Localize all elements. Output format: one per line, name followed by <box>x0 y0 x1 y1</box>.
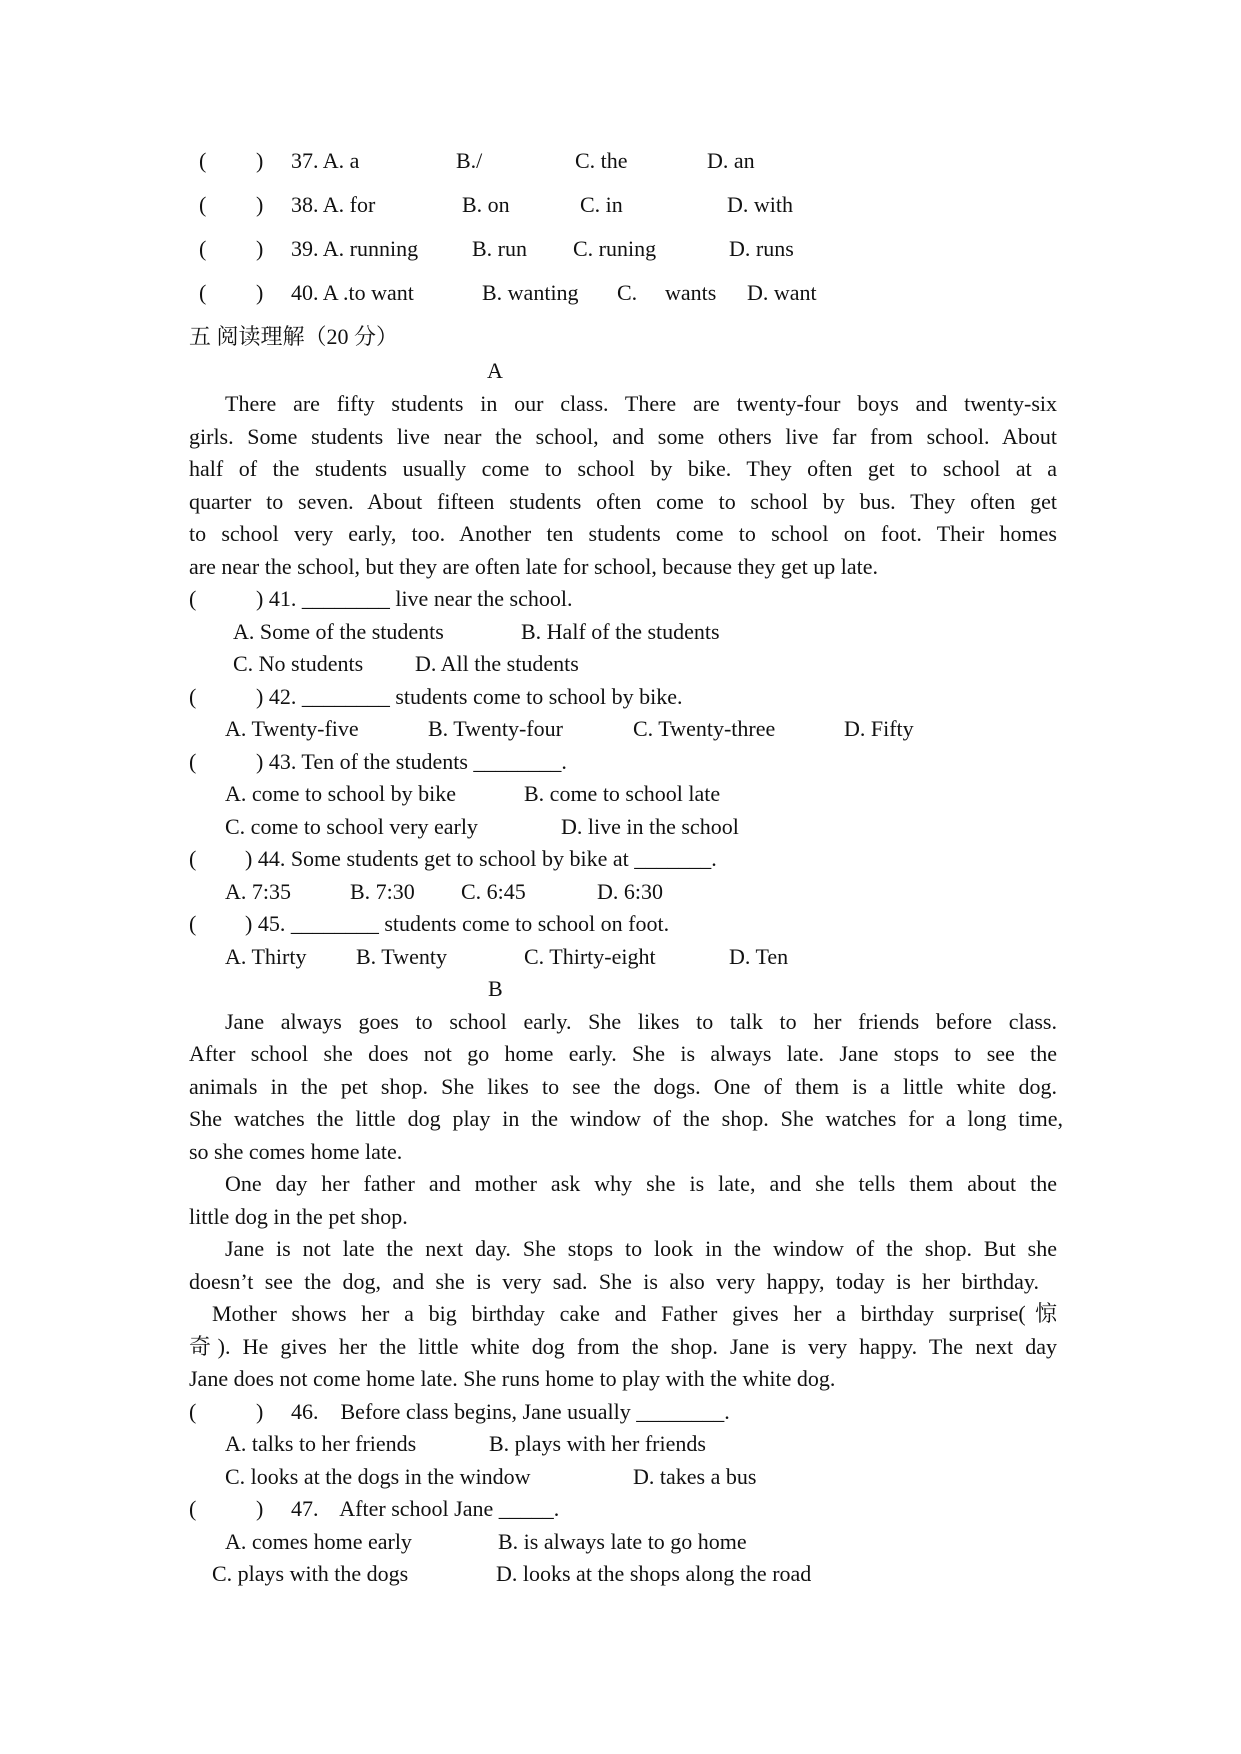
question-stem: ) 42. ________ students come to school by bike. <box>256 684 683 709</box>
option-c: C. runing <box>573 236 657 261</box>
option-b: B. Twenty-four <box>428 716 563 741</box>
option-c-text: wants <box>665 280 717 305</box>
option-d: D. an <box>707 148 755 173</box>
option-c: C. come to school very early <box>225 814 478 839</box>
option-d: D. Fifty <box>844 716 914 741</box>
passage-b-line: After school she does not go home early. She is always late. Jane stops to see the <box>189 1041 1057 1066</box>
question-stem: ) 45. ________ students come to school on foot. <box>245 911 670 936</box>
option-a: A. Twenty-five <box>225 716 359 741</box>
answer-paren-close: ) <box>256 1496 264 1521</box>
option-d: D. 6:30 <box>597 879 663 904</box>
option-c: C. Thirty-eight <box>524 944 656 969</box>
answer-paren-open: ( <box>199 148 207 173</box>
answer-paren-open: ( <box>189 684 197 709</box>
option-a: 40. A .to want <box>291 280 414 305</box>
option-d: D. live in the school <box>561 814 739 839</box>
passage-b-line: Jane does not come home late. She runs home to play with the white dog. <box>189 1366 836 1391</box>
option-c: C. plays with the dogs <box>212 1561 409 1586</box>
section-heading: 五 阅读理解（20 分） <box>189 324 399 349</box>
passage-a-line: half of the students usually come to school by bike. They often get to school at a <box>189 456 1057 481</box>
option-d: D. looks at the shops along the road <box>496 1561 812 1586</box>
passage-a-line: are near the school, but they are often late for school, because they get up late. <box>189 554 879 579</box>
option-a: 39. A. running <box>291 236 419 261</box>
passage-b-line: One day her father and mother ask why she is late, and she tells them about the <box>225 1171 1057 1196</box>
option-b: B. Twenty <box>356 944 447 969</box>
option-c: C. the <box>575 148 628 173</box>
option-b: B. 7:30 <box>350 879 415 904</box>
option-d: D. with <box>727 192 793 217</box>
answer-paren-open: ( <box>189 846 197 871</box>
answer-paren-open: ( <box>199 280 207 305</box>
passage-a-line: There are fifty students in our class. There are twenty-four boys and twenty-six <box>225 391 1057 416</box>
passage-b-line: doesn’t see the dog, and she is very sad. She is also very happy, today is her birthday. <box>189 1269 1039 1294</box>
answer-paren-close: ) <box>256 280 264 305</box>
passage-b-line: Jane is not late the next day. She stops to look in the window of the shop. But she <box>225 1236 1057 1261</box>
answer-paren-open: ( <box>189 749 197 774</box>
option-c: C. Twenty-three <box>633 716 776 741</box>
option-b: B./ <box>456 148 483 173</box>
passage-b-line: 奇). He gives her the little white dog from the shop. Jane is very happy. The next day <box>189 1334 1057 1359</box>
question-stem: 46. Before class begins, Jane usually ________. <box>291 1399 730 1424</box>
option-b: B. wanting <box>482 280 579 305</box>
answer-paren-open: ( <box>189 1496 197 1521</box>
passage-a-line: quarter to seven. About fifteen students often come to school by bus. They often get <box>189 489 1057 514</box>
option-c: C. in <box>580 192 623 217</box>
option-b: B. plays with her friends <box>489 1431 706 1456</box>
option-c: C. looks at the dogs in the window <box>225 1464 531 1489</box>
option-b: B. run <box>472 236 527 261</box>
option-b: B. is always late to go home <box>498 1529 747 1554</box>
question-stem: ) 43. Ten of the students ________. <box>256 749 567 774</box>
passage-a-line: girls. Some students live near the school, and some others live far from school. About <box>189 424 1057 449</box>
option-a: A. Some of the students <box>233 619 444 644</box>
answer-paren-close: ) <box>256 192 264 217</box>
answer-paren-close: ) <box>256 236 264 261</box>
answer-paren-open: ( <box>189 586 197 611</box>
passage-b-line: little dog in the pet shop. <box>189 1204 408 1229</box>
option-d: D. All the students <box>415 651 579 676</box>
answer-paren-close: ) <box>256 148 264 173</box>
option-a: A. talks to her friends <box>225 1431 417 1456</box>
passage-b-line: so she comes home late. <box>189 1139 403 1164</box>
option-c: C. No students <box>233 651 364 676</box>
answer-paren-open: ( <box>199 192 207 217</box>
option-b: B. Half of the students <box>521 619 720 644</box>
question-stem: ) 44. Some students get to school by bike at _______. <box>245 846 717 871</box>
option-d: D. Ten <box>729 944 789 969</box>
passage-b-line: Mother shows her a big birthday cake and Father gives her a birthday surprise(惊 <box>212 1301 1057 1326</box>
option-d: D. runs <box>729 236 794 261</box>
option-d: D. takes a bus <box>633 1464 757 1489</box>
passage-a-label: A <box>487 358 503 383</box>
option-a: 38. A. for <box>291 192 376 217</box>
option-a: A. Thirty <box>225 944 307 969</box>
answer-paren-open: ( <box>199 236 207 261</box>
answer-paren-close: ) <box>256 1399 264 1424</box>
option-b: B. come to school late <box>524 781 721 806</box>
option-c: C. <box>617 280 638 305</box>
answer-paren-open: ( <box>189 1399 197 1424</box>
passage-b-label: B <box>488 976 503 1001</box>
question-stem: 47. After school Jane _____. <box>291 1496 560 1521</box>
option-c: C. 6:45 <box>461 879 526 904</box>
passage-b-line: She watches the little dog play in the window of the shop. She watches for a long time, <box>189 1106 1063 1131</box>
answer-paren-open: ( <box>189 911 197 936</box>
option-b: B. on <box>462 192 510 217</box>
question-stem: ) 41. ________ live near the school. <box>256 586 573 611</box>
option-a: A. comes home early <box>225 1529 412 1554</box>
option-a: 37. A. a <box>291 148 360 173</box>
passage-a-line: to school very early, too. Another ten students come to school on foot. Their homes <box>189 521 1057 546</box>
passage-b-line: Jane always goes to school early. She likes to talk to her friends before class. <box>225 1009 1057 1034</box>
option-d: D. want <box>747 280 817 305</box>
option-a: A. 7:35 <box>225 879 291 904</box>
passage-b-line: animals in the pet shop. She likes to see the dogs. One of them is a little white dog. <box>189 1074 1057 1099</box>
option-a: A. come to school by bike <box>225 781 456 806</box>
